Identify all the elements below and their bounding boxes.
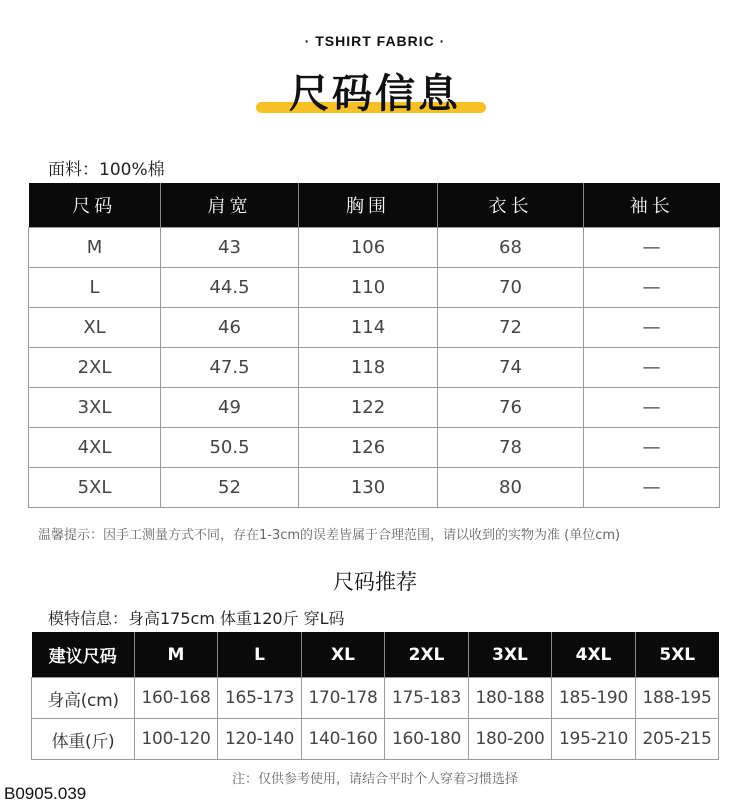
cell-length: 68 xyxy=(438,228,584,268)
cell-chest: 130 xyxy=(299,468,438,508)
cell-sleeve: — xyxy=(584,228,720,268)
table-row xyxy=(29,228,720,268)
measurement-note: 温馨提示：因手工测量方式不同，存在1-3cm的误差皆属于合理范围，请以收到的实物为准 (单位cm) xyxy=(38,528,621,543)
cell-value: 180-200 xyxy=(469,719,552,760)
cell-sleeve: — xyxy=(584,348,720,388)
table-row xyxy=(29,468,720,508)
cell-shoulder: 43 xyxy=(161,228,299,268)
cell-length: 80 xyxy=(438,468,584,508)
header-size-xl: XL xyxy=(302,632,385,678)
cell-chest: 122 xyxy=(299,388,438,428)
model-info: 模特信息：身高175cm 体重120斤 穿L码 xyxy=(48,609,345,628)
page-title: 尺码信息 xyxy=(289,71,461,117)
product-code: B0905.039 xyxy=(4,784,87,803)
cell-size: XL xyxy=(29,308,161,348)
table-row xyxy=(29,428,720,468)
cell-chest: 106 xyxy=(299,228,438,268)
title-block xyxy=(0,62,750,122)
header-size-m: M xyxy=(135,632,218,678)
row-label-height: 身高(cm) xyxy=(32,678,135,719)
cell-value: 195-210 xyxy=(552,719,636,760)
cell-length: 74 xyxy=(438,348,584,388)
recommend-table xyxy=(31,632,719,760)
cell-size: 3XL xyxy=(29,388,161,428)
cell-sleeve: — xyxy=(584,428,720,468)
cell-value: 160-180 xyxy=(385,719,469,760)
cell-sleeve: — xyxy=(584,268,720,308)
cell-size: L xyxy=(29,268,161,308)
cell-value: 160-168 xyxy=(135,678,218,719)
cell-shoulder: 49 xyxy=(161,388,299,428)
table-row xyxy=(29,308,720,348)
header-length: 衣长 xyxy=(438,183,584,228)
table-row xyxy=(29,348,720,388)
header-size-5xl: 5XL xyxy=(636,632,719,678)
reference-note: 注：仅供参考使用，请结合平时个人穿着习惯选择 xyxy=(231,772,518,787)
table-row xyxy=(32,719,719,760)
cell-value: 140-160 xyxy=(302,719,385,760)
header-size-l: L xyxy=(218,632,302,678)
cell-length: 70 xyxy=(438,268,584,308)
header-size-3xl: 3XL xyxy=(469,632,552,678)
cell-value: 165-173 xyxy=(218,678,302,719)
fabric-info: 面料：100%棉 xyxy=(48,160,165,180)
cell-shoulder: 52 xyxy=(161,468,299,508)
recommend-title: 尺码推荐 xyxy=(333,570,417,594)
cell-sleeve: — xyxy=(584,388,720,428)
cell-chest: 126 xyxy=(299,428,438,468)
cell-value: 170-178 xyxy=(302,678,385,719)
header-shoulder: 肩宽 xyxy=(161,183,299,228)
cell-size: 5XL xyxy=(29,468,161,508)
cell-value: 175-183 xyxy=(385,678,469,719)
cell-shoulder: 47.5 xyxy=(161,348,299,388)
cell-value: 100-120 xyxy=(135,719,218,760)
header-size-2xl: 2XL xyxy=(385,632,469,678)
cell-length: 72 xyxy=(438,308,584,348)
cell-shoulder: 46 xyxy=(161,308,299,348)
size-table xyxy=(28,183,720,508)
header-sleeve: 袖长 xyxy=(584,183,720,228)
cell-chest: 110 xyxy=(299,268,438,308)
header-size: 尺码 xyxy=(29,183,161,228)
row-label-weight: 体重(斤) xyxy=(32,719,135,760)
eyebrow-label: · TSHIRT FABRIC · xyxy=(304,33,446,49)
cell-value: 120-140 xyxy=(218,719,302,760)
header-chest: 胸围 xyxy=(299,183,438,228)
header-size-4xl: 4XL xyxy=(552,632,636,678)
cell-chest: 118 xyxy=(299,348,438,388)
cell-length: 76 xyxy=(438,388,584,428)
cell-size: M xyxy=(29,228,161,268)
cell-sleeve: — xyxy=(584,468,720,508)
size-table-header-row xyxy=(29,183,720,228)
recommend-header-row xyxy=(32,632,719,678)
cell-length: 78 xyxy=(438,428,584,468)
header-suggested-size: 建议尺码 xyxy=(32,632,135,678)
cell-value: 180-188 xyxy=(469,678,552,719)
cell-value: 205-215 xyxy=(636,719,719,760)
table-row xyxy=(29,268,720,308)
cell-value: 185-190 xyxy=(552,678,636,719)
cell-chest: 114 xyxy=(299,308,438,348)
table-row xyxy=(29,388,720,428)
cell-shoulder: 44.5 xyxy=(161,268,299,308)
cell-shoulder: 50.5 xyxy=(161,428,299,468)
cell-size: 2XL xyxy=(29,348,161,388)
table-row xyxy=(32,678,719,719)
cell-sleeve: — xyxy=(584,308,720,348)
cell-value: 188-195 xyxy=(636,678,719,719)
cell-size: 4XL xyxy=(29,428,161,468)
